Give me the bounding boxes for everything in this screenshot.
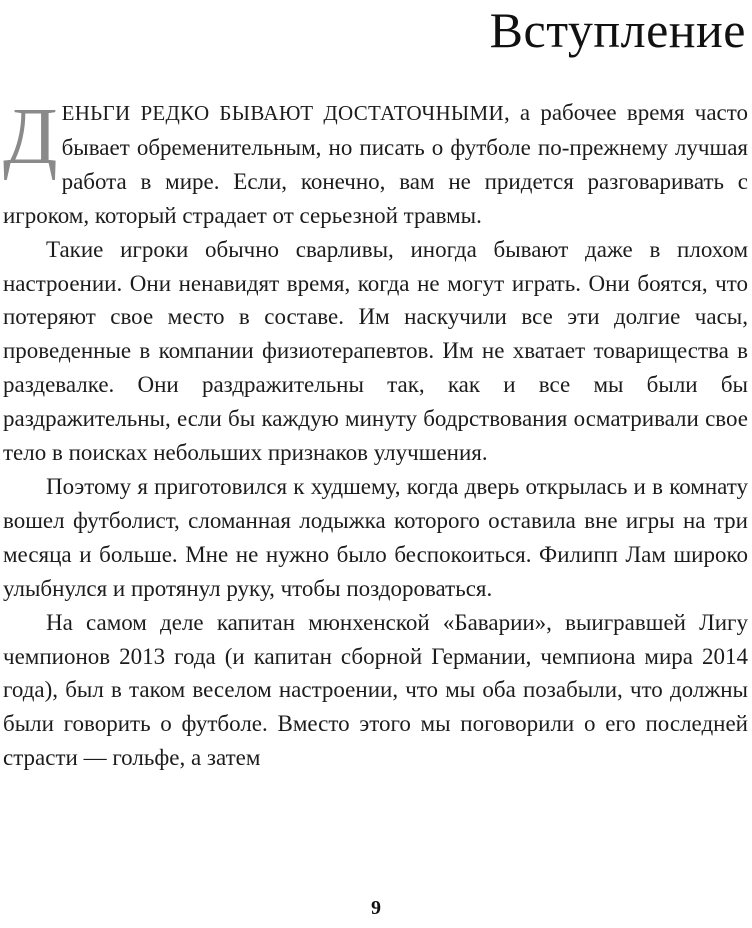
page-number: 9 [371,897,381,919]
paragraph-2: Такие игроки обычно сварливы, иногда бывают даже в плохом настроении. Они ненавидят время, когда не могут играть. Они боятся, что потеряют свое место в составе. Им наскучили все эти долгие часы, проведенные в компании физиотерапевтов. Им не хватает товарищества в раздевалке. Они раздражительны так, как и все мы были бы раздражительны, если бы каждую минуту бодрствования осматривали свое тело в поисках небольших признаков улучшения. [3,236,748,466]
paragraph-3: Поэтому я приготовился к худшему, когда дверь открылась и в комнату вошел футболист, сломанная лодыжка которого оставила вне игры на три месяца и больше. Мне не нужно было беспокоиться. Филипп Лам широко улыбнулся и протянул руку, чтобы поздороваться. [3,473,748,601]
paragraph-1 [3,93,748,233]
paragraph-1-text: , а рабочее время часто бывает обременительным, но писать о футболе по-прежнему лучшая работа в мире. Если, конечно, вам не придется разговаривать с игроком, который страдает от серьезной травмы. [3,100,748,228]
paragraph-1-lead-in: ЕНЬГИ РЕДКО БЫВАЮТ ДОСТАТОЧНЫМИ [61,101,504,125]
chapter-body [3,93,748,775]
chapter-title: Вступление [489,2,746,58]
paragraph-4: На самом деле капитан мюнхенской «Баварии», выигравшей Лигу чемпионов 2013 года (и капитан сборной Германии, чемпиона мира 2014 года), был в таком веселом настроении, что мы оба позабыли, что должны были говорить о футболе. Вместо этого мы поговорили о его последней страсти — гольфе, а затем [3,609,748,771]
drop-cap-letter: Д [3,93,58,181]
